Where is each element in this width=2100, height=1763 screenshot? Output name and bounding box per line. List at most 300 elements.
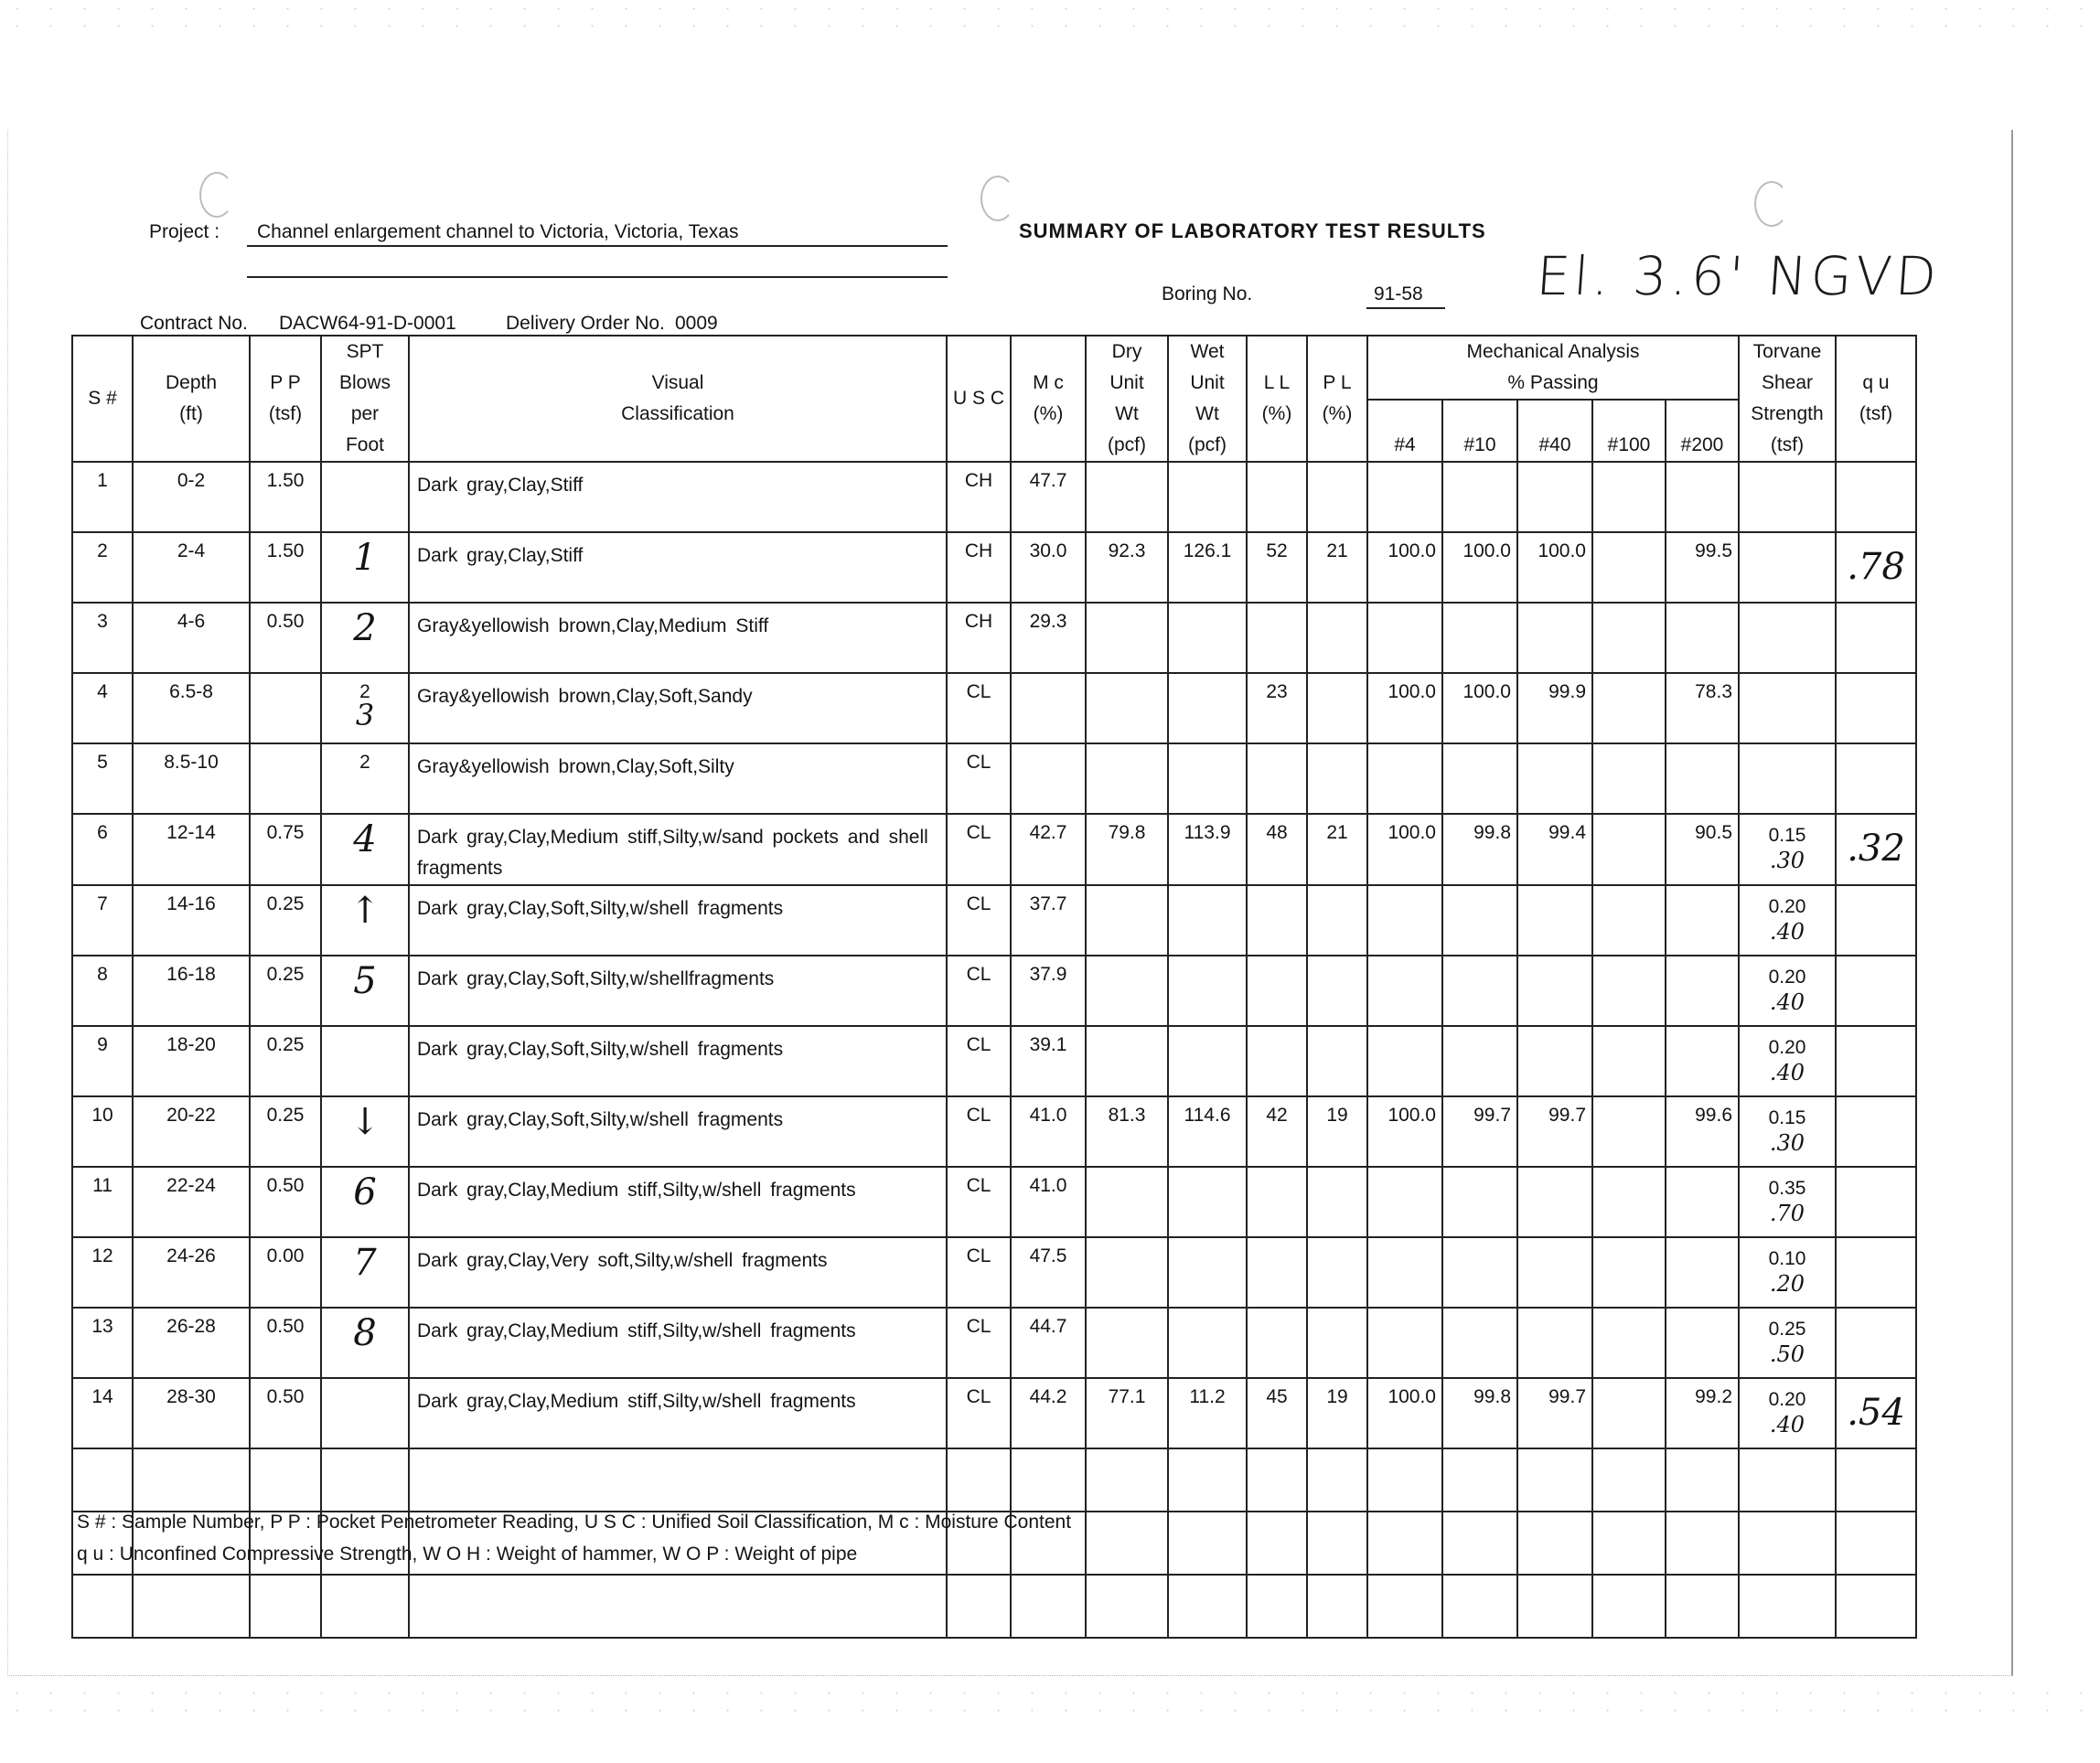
cell-spt-blows: [321, 1237, 409, 1308]
cell-moisture-content: 41.0: [1011, 1096, 1086, 1167]
col-usc: U S C: [947, 336, 1011, 462]
cell-liquid-limit: [1247, 462, 1307, 532]
cell-depth: 28-30: [133, 1378, 250, 1448]
cell-spt-blows: [321, 956, 409, 1026]
cell-sample-number: 9: [72, 1026, 133, 1096]
empty-cell: [1367, 1575, 1442, 1638]
cell-dry-unit-weight: [1086, 743, 1168, 814]
cell-plastic-limit: 19: [1307, 1096, 1367, 1167]
cell-wet-unit-weight: 11.2: [1168, 1378, 1247, 1448]
cell-visual-classification: Dark gray,Clay,Soft,Silty,w/shell fragments: [409, 885, 947, 956]
cell-sieve-40: [1517, 1308, 1592, 1378]
empty-cell: [947, 1575, 1011, 1638]
torvane-handwritten-value: .50: [1769, 1341, 1805, 1367]
cell-sieve-200: [1666, 956, 1739, 1026]
cell-sieve-10: [1442, 1308, 1517, 1378]
empty-cell: [1666, 1575, 1739, 1638]
cell-sample-number: 14: [72, 1378, 133, 1448]
cell-wet-unit-weight: [1168, 1237, 1247, 1308]
cell-pp: 0.25: [250, 956, 321, 1026]
cell-sieve-40: [1517, 462, 1592, 532]
col-sample-number: S #: [72, 336, 133, 462]
cell-plastic-limit: 21: [1307, 532, 1367, 603]
cell-sieve-200: 78.3: [1666, 673, 1739, 743]
empty-cell: [1517, 1575, 1592, 1638]
empty-cell: [133, 1575, 250, 1638]
empty-cell: [1247, 1512, 1307, 1575]
col-moisture-content: M c (%): [1011, 336, 1086, 462]
project-underline-2: [247, 276, 948, 278]
cell-sieve-200: [1666, 743, 1739, 814]
qu-handwritten-value: [1837, 674, 1915, 687]
empty-cell: [1247, 1575, 1307, 1638]
torvane-printed-value: 0.15: [1768, 825, 1806, 846]
torvane-printed-value: 0.20: [1768, 967, 1806, 988]
spt-handwritten-mark: [322, 1027, 408, 1031]
spt-handwritten-mark: 2: [353, 607, 377, 649]
cell-plastic-limit: [1307, 1237, 1367, 1308]
table-row: [72, 1026, 1916, 1096]
lab-results-table: [71, 335, 1917, 1639]
empty-cell: [1086, 1575, 1168, 1638]
cell-sieve-10: [1442, 1167, 1517, 1237]
cell-spt-blows: [321, 1308, 409, 1378]
cell-sieve-40: [1517, 1237, 1592, 1308]
document-title: SUMMARY OF LABORATORY TEST RESULTS: [1019, 219, 1486, 242]
empty-cell: [947, 1448, 1011, 1512]
empty-cell: [1307, 1448, 1367, 1512]
spt-handwritten-mark: 8: [353, 1312, 377, 1354]
cell-dry-unit-weight: [1086, 603, 1168, 673]
delivery-order-value: 0009: [675, 313, 718, 334]
cell-sieve-100: [1592, 1096, 1666, 1167]
empty-cell: [1168, 1575, 1247, 1638]
empty-cell: [1592, 1512, 1666, 1575]
cell-liquid-limit: [1247, 1026, 1307, 1096]
cell-wet-unit-weight: 113.9: [1168, 814, 1247, 885]
spt-handwritten-mark: ↓: [349, 1101, 380, 1143]
torvane-printed-value: 0.25: [1768, 1319, 1806, 1340]
cell-moisture-content: [1011, 673, 1086, 743]
cell-usc: CL: [947, 885, 1011, 956]
cell-torvane-shear: [1739, 885, 1836, 956]
cell-sieve-4: 100.0: [1367, 1378, 1442, 1448]
empty-cell: [1168, 1512, 1247, 1575]
cell-sample-number: 11: [72, 1167, 133, 1237]
cell-pp: 1.50: [250, 532, 321, 603]
cell-visual-classification: Dark gray,Clay,Soft,Silty,w/shellfragments: [409, 956, 947, 1026]
cell-depth: 0-2: [133, 462, 250, 532]
empty-table-row: [72, 1448, 1916, 1512]
cell-pp: 0.50: [250, 603, 321, 673]
torvane-printed-value: 0.20: [1768, 1037, 1806, 1058]
cell-moisture-content: [1011, 743, 1086, 814]
cell-visual-classification: Gray&yellowish brown,Clay,Medium Stiff: [409, 603, 947, 673]
cell-sieve-4: 100.0: [1367, 814, 1442, 885]
cell-dry-unit-weight: [1086, 1167, 1168, 1237]
cell-moisture-content: 47.5: [1011, 1237, 1086, 1308]
punch-hole-center: [980, 176, 1015, 221]
empty-cell: [1168, 1448, 1247, 1512]
cell-visual-classification: Dark gray,Clay,Medium stiff,Silty,w/sand pockets and shell fragments: [409, 814, 947, 885]
cell-liquid-limit: [1247, 743, 1307, 814]
col-torvane-shear: Torvane Shear Strength (tsf): [1739, 336, 1836, 462]
cell-sieve-4: 100.0: [1367, 673, 1442, 743]
cell-dry-unit-weight: [1086, 1237, 1168, 1308]
qu-handwritten-value: [1837, 1097, 1915, 1110]
empty-cell: [1739, 1512, 1836, 1575]
empty-cell: [1592, 1575, 1666, 1638]
cell-wet-unit-weight: [1168, 1167, 1247, 1237]
torvane-printed-value: 0.20: [1768, 896, 1806, 917]
cell-usc: CL: [947, 673, 1011, 743]
cell-pp: 1.50: [250, 462, 321, 532]
cell-usc: CL: [947, 1167, 1011, 1237]
cell-moisture-content: 29.3: [1011, 603, 1086, 673]
empty-cell: [250, 1575, 321, 1638]
cell-sieve-200: [1666, 462, 1739, 532]
col-sieve-200: #200: [1666, 400, 1739, 462]
cell-plastic-limit: [1307, 1167, 1367, 1237]
cell-sieve-100: [1592, 1237, 1666, 1308]
cell-depth: 26-28: [133, 1308, 250, 1378]
cell-qu: [1836, 603, 1916, 673]
empty-cell: [250, 1448, 321, 1512]
cell-sample-number: 1: [72, 462, 133, 532]
cell-sample-number: 12: [72, 1237, 133, 1308]
cell-liquid-limit: [1247, 1308, 1307, 1378]
spt-handwritten-mark: 3: [355, 698, 375, 732]
project-underline: [247, 245, 948, 247]
cell-usc: CL: [947, 1096, 1011, 1167]
cell-qu: [1836, 814, 1916, 885]
empty-table-row: [72, 1575, 1916, 1638]
cell-torvane-shear: [1739, 1237, 1836, 1308]
cell-visual-classification: Dark gray,Clay,Medium stiff,Silty,w/shell fragments: [409, 1167, 947, 1237]
cell-sieve-200: [1666, 1167, 1739, 1237]
qu-handwritten-value: [1837, 1238, 1915, 1251]
empty-cell: [1442, 1512, 1517, 1575]
cell-torvane-shear: [1739, 1026, 1836, 1096]
contract-number-label: Contract No.: [140, 313, 248, 334]
cell-plastic-limit: [1307, 1026, 1367, 1096]
torvane-handwritten-value: .30: [1769, 848, 1805, 873]
cell-sample-number: 3: [72, 603, 133, 673]
cell-sieve-100: [1592, 1378, 1666, 1448]
cell-wet-unit-weight: [1168, 462, 1247, 532]
cell-moisture-content: 41.0: [1011, 1167, 1086, 1237]
col-spt-blows: SPT Blows per Foot: [321, 336, 409, 462]
cell-sieve-40: 99.7: [1517, 1096, 1592, 1167]
contract-number-value: DACW64-91-D-0001: [279, 313, 456, 334]
col-sieve-4: #4: [1367, 400, 1442, 462]
torvane-printed-value: 0.15: [1768, 1107, 1806, 1128]
cell-spt-blows: [321, 532, 409, 603]
qu-handwritten-value: .32: [1847, 828, 1905, 870]
cell-dry-unit-weight: [1086, 1308, 1168, 1378]
cell-pp: 0.25: [250, 1096, 321, 1167]
cell-sieve-10: 99.8: [1442, 1378, 1517, 1448]
qu-handwritten-value: [1837, 1168, 1915, 1181]
cell-qu: [1836, 532, 1916, 603]
cell-usc: CL: [947, 814, 1011, 885]
cell-visual-classification: Dark gray,Clay,Stiff: [409, 532, 947, 603]
cell-sieve-40: [1517, 956, 1592, 1026]
cell-spt-blows: [321, 814, 409, 885]
cell-plastic-limit: [1307, 603, 1367, 673]
table-row: [72, 462, 1916, 532]
col-qu: q u (tsf): [1836, 336, 1916, 462]
table-row: [72, 1378, 1916, 1448]
cell-usc: CH: [947, 603, 1011, 673]
cell-qu: [1836, 1378, 1916, 1448]
cell-sieve-10: [1442, 462, 1517, 532]
cell-sieve-4: [1367, 1167, 1442, 1237]
cell-moisture-content: 42.7: [1011, 814, 1086, 885]
cell-torvane-shear: [1739, 532, 1836, 603]
boring-number-label: Boring No.: [1162, 283, 1253, 305]
cell-visual-classification: Gray&yellowish brown,Clay,Soft,Sandy: [409, 673, 947, 743]
cell-pp: 0.25: [250, 885, 321, 956]
delivery-order-label: Delivery Order No.: [506, 313, 665, 334]
cell-sieve-100: [1592, 462, 1666, 532]
cell-moisture-content: 30.0: [1011, 532, 1086, 603]
cell-wet-unit-weight: [1168, 673, 1247, 743]
cell-sieve-100: [1592, 885, 1666, 956]
cell-moisture-content: 37.9: [1011, 956, 1086, 1026]
cell-sample-number: 7: [72, 885, 133, 956]
empty-cell: [1086, 1448, 1168, 1512]
cell-sieve-40: 99.9: [1517, 673, 1592, 743]
cell-moisture-content: 37.7: [1011, 885, 1086, 956]
cell-liquid-limit: 23: [1247, 673, 1307, 743]
cell-moisture-content: 39.1: [1011, 1026, 1086, 1096]
cell-qu: [1836, 1237, 1916, 1308]
cell-wet-unit-weight: 114.6: [1168, 1096, 1247, 1167]
cell-visual-classification: Dark gray,Clay,Medium stiff,Silty,w/shell fragments: [409, 1308, 947, 1378]
cell-visual-classification: Gray&yellowish brown,Clay,Soft,Silty: [409, 743, 947, 814]
cell-sieve-4: [1367, 743, 1442, 814]
cell-sieve-100: [1592, 814, 1666, 885]
cell-pp: 0.50: [250, 1378, 321, 1448]
empty-cell: [1666, 1448, 1739, 1512]
empty-cell: [321, 1448, 409, 1512]
cell-visual-classification: Dark gray,Clay,Soft,Silty,w/shell fragments: [409, 1026, 947, 1096]
col-wet-unit-weight: Wet Unit Wt (pcf): [1168, 336, 1247, 462]
table-row: [72, 885, 1916, 956]
col-sieve-10: #10: [1442, 400, 1517, 462]
spt-handwritten-mark: 5: [353, 960, 377, 1002]
cell-sample-number: 4: [72, 673, 133, 743]
cell-qu: [1836, 956, 1916, 1026]
cell-plastic-limit: [1307, 673, 1367, 743]
empty-cell: [1307, 1575, 1367, 1638]
cell-sample-number: 8: [72, 956, 133, 1026]
cell-sieve-4: [1367, 1308, 1442, 1378]
cell-usc: CL: [947, 743, 1011, 814]
cell-wet-unit-weight: [1168, 1308, 1247, 1378]
cell-sieve-10: [1442, 885, 1517, 956]
footnote-line-1: S # : Sample Number, P P : Pocket Penetrometer Reading, U S C : Unified Soil Classification, M c : Moisture Content: [77, 1512, 1072, 1533]
col-visual-classification: Visual Classification: [409, 336, 947, 462]
qu-handwritten-value: [1837, 744, 1915, 757]
cell-sieve-10: 100.0: [1442, 673, 1517, 743]
cell-usc: CL: [947, 1308, 1011, 1378]
cell-sieve-200: [1666, 1308, 1739, 1378]
cell-dry-unit-weight: [1086, 673, 1168, 743]
table-row: [72, 1237, 1916, 1308]
cell-depth: 4-6: [133, 603, 250, 673]
empty-cell: [409, 1575, 947, 1638]
empty-cell: [1592, 1448, 1666, 1512]
torvane-printed-value: 0.20: [1768, 1389, 1806, 1410]
empty-cell: [1442, 1448, 1517, 1512]
spt-handwritten-mark: 6: [353, 1171, 377, 1213]
empty-cell: [1367, 1448, 1442, 1512]
cell-torvane-shear: [1739, 462, 1836, 532]
cell-sieve-40: 99.4: [1517, 814, 1592, 885]
cell-sieve-40: [1517, 885, 1592, 956]
cell-plastic-limit: 19: [1307, 1378, 1367, 1448]
project-label: Project :: [149, 221, 220, 242]
empty-cell: [1517, 1448, 1592, 1512]
cell-sieve-4: [1367, 462, 1442, 532]
footnote-line-2: q u : Unconfined Compressive Strength, W O H : Weight of hammer, W O P : Weight of pipe: [77, 1544, 858, 1565]
cell-depth: 20-22: [133, 1096, 250, 1167]
cell-dry-unit-weight: [1086, 462, 1168, 532]
cell-torvane-shear: [1739, 1378, 1836, 1448]
cell-depth: 24-26: [133, 1237, 250, 1308]
cell-sieve-200: [1666, 603, 1739, 673]
cell-pp: 0.00: [250, 1237, 321, 1308]
col-liquid-limit: L L (%): [1247, 336, 1307, 462]
cell-sample-number: 10: [72, 1096, 133, 1167]
qu-handwritten-value: [1837, 604, 1915, 616]
cell-liquid-limit: [1247, 956, 1307, 1026]
torvane-handwritten-value: .40: [1769, 1060, 1805, 1085]
cell-dry-unit-weight: [1086, 1026, 1168, 1096]
cell-qu: [1836, 1096, 1916, 1167]
empty-cell: [1086, 1512, 1168, 1575]
empty-cell: [1739, 1575, 1836, 1638]
cell-sieve-10: 99.7: [1442, 1096, 1517, 1167]
torvane-handwritten-value: .20: [1769, 1271, 1805, 1297]
cell-dry-unit-weight: 77.1: [1086, 1378, 1168, 1448]
cell-sieve-4: [1367, 885, 1442, 956]
cell-spt-blows: [321, 743, 409, 814]
cell-pp: [250, 743, 321, 814]
cell-sieve-100: [1592, 956, 1666, 1026]
cell-sieve-4: 100.0: [1367, 532, 1442, 603]
empty-cell: [1442, 1575, 1517, 1638]
cell-depth: 6.5-8: [133, 673, 250, 743]
cell-pp: 0.50: [250, 1167, 321, 1237]
cell-plastic-limit: 21: [1307, 814, 1367, 885]
cell-sieve-40: 100.0: [1517, 532, 1592, 603]
empty-cell: [1307, 1512, 1367, 1575]
qu-handwritten-value: [1837, 1309, 1915, 1321]
cell-sieve-200: 99.2: [1666, 1378, 1739, 1448]
cell-wet-unit-weight: [1168, 743, 1247, 814]
torvane-printed-value: 0.10: [1768, 1248, 1806, 1269]
cell-liquid-limit: [1247, 885, 1307, 956]
cell-sieve-40: [1517, 603, 1592, 673]
empty-cell: [409, 1448, 947, 1512]
cell-sieve-200: 90.5: [1666, 814, 1739, 885]
cell-sieve-100: [1592, 1167, 1666, 1237]
table-row: [72, 814, 1916, 885]
cell-liquid-limit: 52: [1247, 532, 1307, 603]
cell-torvane-shear: [1739, 1167, 1836, 1237]
cell-usc: CL: [947, 1237, 1011, 1308]
cell-dry-unit-weight: 81.3: [1086, 1096, 1168, 1167]
cell-usc: CL: [947, 956, 1011, 1026]
empty-cell: [1367, 1512, 1442, 1575]
torvane-handwritten-value: .40: [1769, 919, 1805, 945]
cell-torvane-shear: [1739, 814, 1836, 885]
cell-spt-blows: [321, 1378, 409, 1448]
cell-depth: 16-18: [133, 956, 250, 1026]
cell-sieve-100: [1592, 1308, 1666, 1378]
cell-sample-number: 5: [72, 743, 133, 814]
table-row: [72, 1167, 1916, 1237]
elevation-note-handwritten: El. 3.6' NGVD: [1534, 245, 1943, 307]
cell-sieve-10: 100.0: [1442, 532, 1517, 603]
cell-depth: 22-24: [133, 1167, 250, 1237]
cell-liquid-limit: [1247, 1237, 1307, 1308]
cell-liquid-limit: [1247, 603, 1307, 673]
cell-sieve-200: 99.5: [1666, 532, 1739, 603]
cell-usc: CL: [947, 1026, 1011, 1096]
cell-sieve-10: [1442, 1237, 1517, 1308]
cell-qu: [1836, 1167, 1916, 1237]
cell-spt-blows: [321, 673, 409, 743]
cell-moisture-content: 47.7: [1011, 462, 1086, 532]
cell-qu: [1836, 1026, 1916, 1096]
cell-pp: 0.25: [250, 1026, 321, 1096]
cell-sieve-40: 99.7: [1517, 1378, 1592, 1448]
qu-handwritten-value: [1837, 463, 1915, 475]
col-pocket-penetrometer: P P (tsf): [250, 336, 321, 462]
spt-printed-value: 2: [359, 752, 370, 773]
scan-noise-top: [0, 0, 2100, 37]
spt-handwritten-mark: 7: [353, 1242, 377, 1284]
cell-visual-classification: Dark gray,Clay,Medium stiff,Silty,w/shell fragments: [409, 1378, 947, 1448]
table-row: [72, 532, 1916, 603]
cell-depth: 18-20: [133, 1026, 250, 1096]
cell-sieve-100: [1592, 1026, 1666, 1096]
cell-sieve-100: [1592, 532, 1666, 603]
qu-handwritten-value: [1837, 1027, 1915, 1040]
cell-sieve-40: [1517, 743, 1592, 814]
cell-sieve-10: [1442, 1026, 1517, 1096]
cell-usc: CH: [947, 532, 1011, 603]
cell-liquid-limit: 48: [1247, 814, 1307, 885]
empty-cell: [321, 1575, 409, 1638]
cell-spt-blows: [321, 603, 409, 673]
cell-sample-number: 2: [72, 532, 133, 603]
punch-hole-left: [199, 172, 234, 218]
torvane-printed-value: 0.35: [1768, 1178, 1806, 1199]
cell-depth: 2-4: [133, 532, 250, 603]
scan-noise-bottom: [0, 1684, 2100, 1721]
punch-hole-right: [1754, 181, 1789, 227]
cell-sieve-200: [1666, 1026, 1739, 1096]
empty-cell: [1836, 1448, 1916, 1512]
cell-dry-unit-weight: 79.8: [1086, 814, 1168, 885]
table-row: [72, 1308, 1916, 1378]
empty-cell: [72, 1575, 133, 1638]
